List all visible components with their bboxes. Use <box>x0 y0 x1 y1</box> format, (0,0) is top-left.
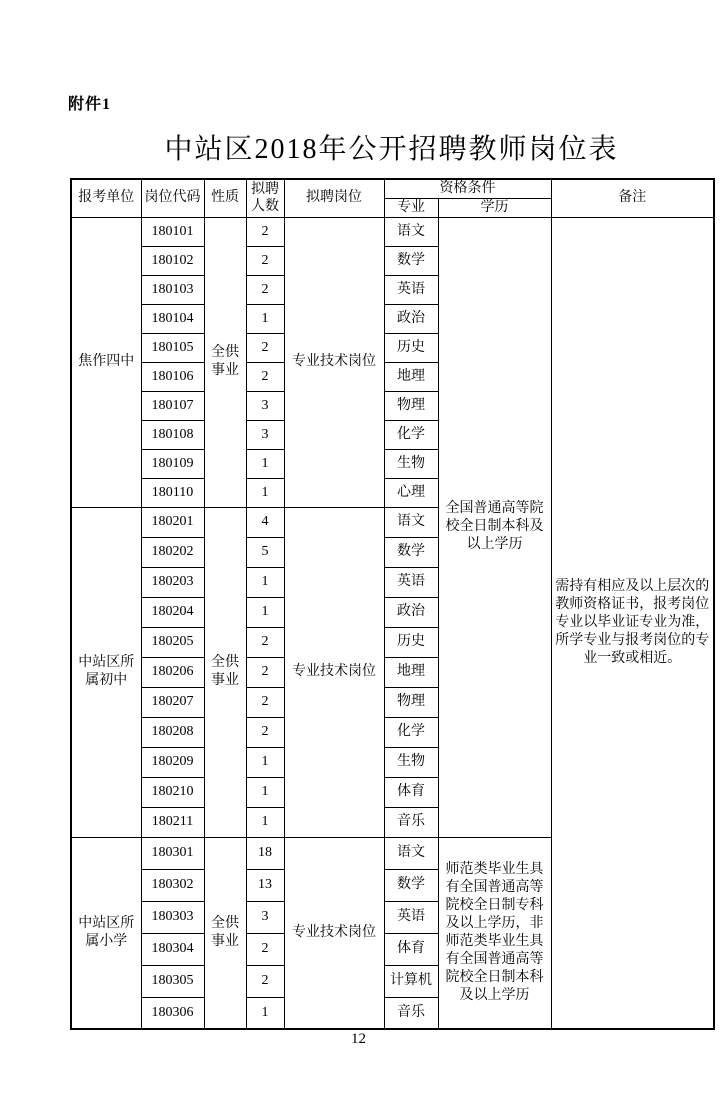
cell-code: 180108 <box>141 420 204 449</box>
cell-count: 3 <box>246 391 284 420</box>
cell-major: 地理 <box>384 657 438 687</box>
cell-count: 1 <box>246 597 284 627</box>
cell-count: 5 <box>246 537 284 567</box>
header-row-1 <box>71 179 714 198</box>
cell-major: 语文 <box>384 217 438 246</box>
cell-code: 180206 <box>141 657 204 687</box>
page-title: 中站区2018年公开招聘教师岗位表 <box>164 134 619 165</box>
cell-code: 180306 <box>141 997 204 1029</box>
cell-code: 180210 <box>141 777 204 807</box>
cell-major: 体育 <box>384 933 438 965</box>
cell-major: 历史 <box>384 627 438 657</box>
cell-count: 3 <box>246 420 284 449</box>
cell-major: 物理 <box>384 687 438 717</box>
cell-major: 化学 <box>384 420 438 449</box>
cell-code: 180302 <box>141 869 204 901</box>
cell-major: 生物 <box>384 449 438 478</box>
cell-unit: 中站区所属小学 <box>71 837 141 1029</box>
cell-major: 化学 <box>384 717 438 747</box>
cell-code: 180101 <box>141 217 204 246</box>
cell-code: 180102 <box>141 246 204 275</box>
cell-major: 语文 <box>384 837 438 869</box>
cell-major: 计算机 <box>384 965 438 997</box>
cell-major: 心理 <box>384 478 438 507</box>
header-nature: 性质 <box>204 179 246 217</box>
cell-major: 体育 <box>384 777 438 807</box>
cell-code: 180304 <box>141 933 204 965</box>
cell-code: 180207 <box>141 687 204 717</box>
cell-count: 1 <box>246 478 284 507</box>
cell-position: 专业技术岗位 <box>284 217 384 507</box>
header-code: 岗位代码 <box>141 179 204 217</box>
cell-count: 1 <box>246 777 284 807</box>
cell-major: 政治 <box>384 597 438 627</box>
cell-major: 英语 <box>384 275 438 304</box>
cell-major: 数学 <box>384 869 438 901</box>
header-education: 学历 <box>438 198 551 217</box>
recruitment-table <box>70 178 715 1030</box>
header-remark: 备注 <box>551 179 714 217</box>
cell-position: 专业技术岗位 <box>284 507 384 837</box>
cell-major: 物理 <box>384 391 438 420</box>
cell-code: 180204 <box>141 597 204 627</box>
cell-nature: 全供事业 <box>204 507 246 837</box>
cell-count: 3 <box>246 901 284 933</box>
cell-count: 1 <box>246 747 284 777</box>
cell-code: 180208 <box>141 717 204 747</box>
cell-code: 180303 <box>141 901 204 933</box>
header-count: 拟聘人数 <box>246 179 284 217</box>
cell-count: 1 <box>246 997 284 1029</box>
cell-major: 音乐 <box>384 807 438 837</box>
cell-code: 180211 <box>141 807 204 837</box>
cell-code: 180105 <box>141 333 204 362</box>
cell-code: 180107 <box>141 391 204 420</box>
table-body <box>71 217 714 1029</box>
cell-count: 1 <box>246 807 284 837</box>
cell-major: 英语 <box>384 901 438 933</box>
cell-code: 180301 <box>141 837 204 869</box>
cell-major: 数学 <box>384 246 438 275</box>
cell-code: 180103 <box>141 275 204 304</box>
cell-major: 语文 <box>384 507 438 537</box>
cell-major: 音乐 <box>384 997 438 1029</box>
cell-count: 2 <box>246 687 284 717</box>
cell-count: 2 <box>246 362 284 391</box>
header-major: 专业 <box>384 198 438 217</box>
cell-code: 180305 <box>141 965 204 997</box>
cell-count: 2 <box>246 246 284 275</box>
cell-count: 2 <box>246 217 284 246</box>
cell-remark: 需持有相应及以上层次的教师资格证书，报考岗位专业以毕业证专业为准，所学专业与报考岗位的专业一致或相近。 <box>551 217 714 1029</box>
cell-education: 师范类毕业生具有全国普通高等院校全日制专科及以上学历，非师范类毕业生具有全国普通高等院校全日制本科及以上学历 <box>438 837 551 1029</box>
cell-count: 2 <box>246 933 284 965</box>
cell-unit: 焦作四中 <box>71 217 141 507</box>
cell-code: 180110 <box>141 478 204 507</box>
cell-count: 2 <box>246 717 284 747</box>
cell-code: 180201 <box>141 507 204 537</box>
cell-education: 全国普通高等院校全日制本科及以上学历 <box>438 217 551 837</box>
cell-code: 180106 <box>141 362 204 391</box>
cell-major: 数学 <box>384 537 438 567</box>
cell-code: 180104 <box>141 304 204 333</box>
cell-code: 180205 <box>141 627 204 657</box>
cell-major: 地理 <box>384 362 438 391</box>
cell-count: 13 <box>246 869 284 901</box>
cell-nature: 全供事业 <box>204 837 246 1029</box>
cell-count: 2 <box>246 657 284 687</box>
page-number: 12 <box>351 1031 366 1047</box>
cell-position: 专业技术岗位 <box>284 837 384 1029</box>
table-header <box>71 179 714 217</box>
cell-count: 18 <box>246 837 284 869</box>
cell-major: 政治 <box>384 304 438 333</box>
cell-major: 英语 <box>384 567 438 597</box>
cell-count: 4 <box>246 507 284 537</box>
cell-count: 2 <box>246 333 284 362</box>
cell-count: 1 <box>246 449 284 478</box>
cell-major: 生物 <box>384 747 438 777</box>
cell-major: 历史 <box>384 333 438 362</box>
header-qualification: 资格条件 <box>384 179 551 198</box>
cell-count: 1 <box>246 304 284 333</box>
header-position: 拟聘岗位 <box>284 179 384 217</box>
cell-count: 2 <box>246 965 284 997</box>
cell-count: 2 <box>246 275 284 304</box>
cell-count: 2 <box>246 627 284 657</box>
cell-count: 1 <box>246 567 284 597</box>
cell-nature: 全供事业 <box>204 217 246 507</box>
cell-code: 180203 <box>141 567 204 597</box>
table-row <box>71 217 714 246</box>
cell-unit: 中站区所属初中 <box>71 507 141 837</box>
cell-code: 180209 <box>141 747 204 777</box>
cell-code: 180109 <box>141 449 204 478</box>
attachment-label: 附件1 <box>68 96 112 113</box>
cell-code: 180202 <box>141 537 204 567</box>
header-unit: 报考单位 <box>71 179 141 217</box>
